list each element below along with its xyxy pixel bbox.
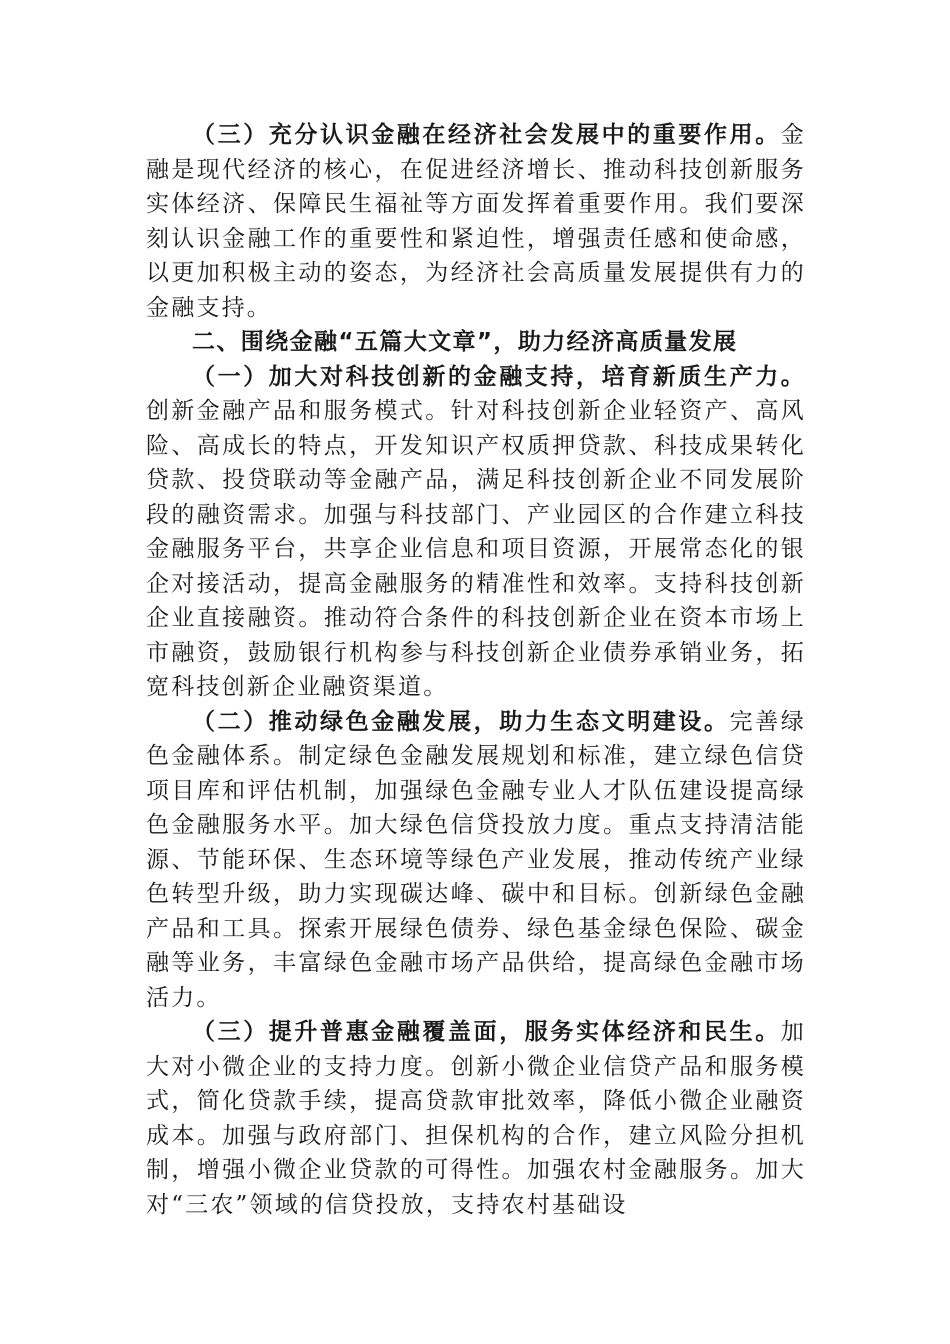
paragraph-lead: （三）充分认识金融在经济社会发展中的重要作用。 bbox=[192, 121, 781, 148]
paragraph-tech-innovation bbox=[146, 360, 806, 705]
paragraph-importance-of-finance bbox=[146, 118, 806, 325]
paragraph-lead: （一）加大对科技创新的金融支持，培育新质生产力。 bbox=[192, 362, 806, 390]
paragraph-body: 金融是现代经济的核心，在促进经济增长、推动科技创新服务实体经济、保障民生福祉等方面发挥着重要作用。我们要深刻认识金融工作的重要性和紧迫性，增强责任感和使命感，以更加积极主动的姿态，为经济社会高质量发展提供有力的金融支持。 bbox=[146, 122, 806, 321]
document-page bbox=[146, 118, 806, 1222]
paragraph-inclusive-finance bbox=[146, 1015, 806, 1222]
paragraph-lead: （三）提升普惠金融覆盖面，服务实体经济和民生。 bbox=[192, 1018, 781, 1045]
paragraph-body: 完善绿色金融体系。制定绿色金融发展规划和标准，建立绿色信贷项目库和评估机制，加强绿色金融专业人才队伍建设提高绿色金融服务水平。加大绿色信贷投放力度。重点支持清洁能源、节能环保、生态环境等绿色产业发展，推动传统产业绿色转型升级，助力实现碳达峰、碳中和目标。创新绿色金融产品和工具。探索开展绿色债券、绿色基金绿色保险、碳金融等业务，丰富绿色金融市场产品供给，提高绿色金融市场活力。 bbox=[146, 708, 806, 1011]
paragraph-green-finance bbox=[146, 705, 806, 1016]
paragraph-lead: （二）推动绿色金融发展，助力生态文明建设。 bbox=[192, 707, 730, 735]
section-heading: 二、围绕金融“五篇大文章”，助力经济高质量发展 bbox=[192, 329, 738, 355]
paragraph-body: 加大对小微企业的支持力度。创新小微企业信贷产品和服务模式，简化贷款手续，提高贷款审批效率，降低小微企业融资成本。加强与政府部门、担保机构的合作，建立风险分担机制，增强小微企业贷款的可得性。加强农村金融服务。加大对“三农”领域的信贷投放，支持农村基础设 bbox=[146, 1019, 806, 1218]
paragraph-body: 创新金融产品和服务模式。针对科技创新企业轻资产、高风险、高成长的特点，开发知识产权质押贷款、科技成果转化贷款、投贷联动等金融产品，满足科技创新企业不同发展阶段的融资需求。加强与科技部门、产业园区的合作建立科技金融服务平台，共享企业信息和项目资源，开展常态化的银企对接活动，提高金融服务的精准性和效率。支持科技创新企业直接融资。推动符合条件的科技创新企业在资本市场上市融资，鼓励银行机构参与科技创新企业债券承销业务，拓宽科技创新企业融资渠道。 bbox=[146, 398, 806, 700]
